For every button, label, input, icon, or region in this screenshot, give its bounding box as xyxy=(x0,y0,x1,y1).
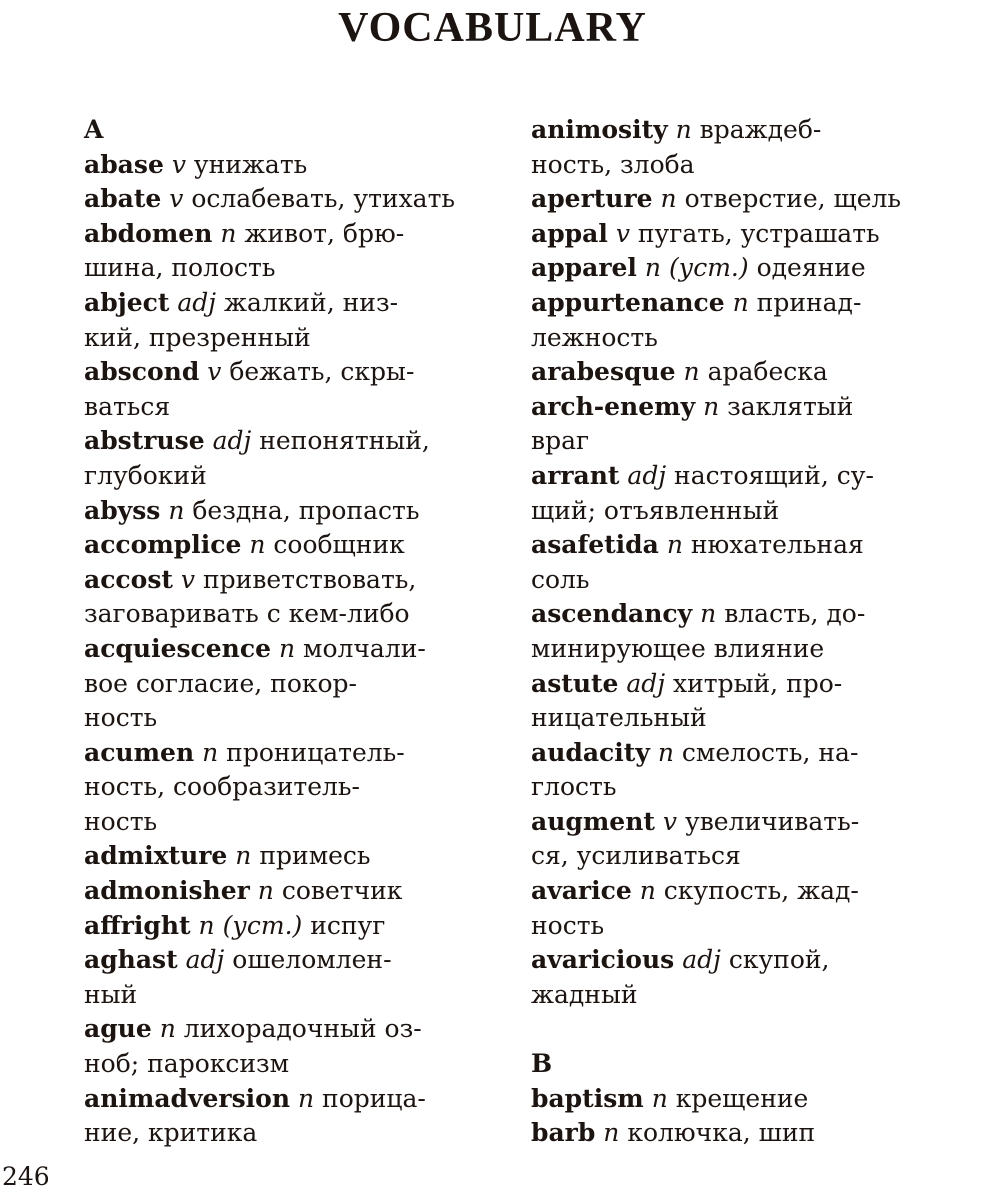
part-of-speech: adj xyxy=(626,668,666,698)
entry-line xyxy=(531,1116,951,1151)
part-of-speech: adj xyxy=(212,426,252,456)
entry-line xyxy=(84,736,504,771)
headword: admonisher xyxy=(84,876,250,906)
headword: barb xyxy=(531,1118,596,1148)
headword: abase xyxy=(84,149,164,179)
vocabulary-entry xyxy=(531,1082,951,1117)
headword: ascendancy xyxy=(531,599,693,629)
vocabulary-entry xyxy=(531,113,951,182)
entry-line xyxy=(531,251,951,286)
headword: acumen xyxy=(84,737,195,767)
entry-line xyxy=(84,943,504,978)
section-letter-b: B xyxy=(531,1049,553,1079)
vocabulary-entry xyxy=(84,563,504,632)
translation-text: принад- xyxy=(756,287,862,317)
entry-line xyxy=(84,632,504,667)
headword: abyss xyxy=(84,495,161,525)
part-of-speech: n xyxy=(700,599,717,629)
entry-list xyxy=(84,148,504,1151)
entry-line xyxy=(531,424,951,459)
part-of-speech: v xyxy=(615,218,630,248)
entry-line xyxy=(531,978,951,1013)
translation-text: жалкий, низ- xyxy=(223,287,399,317)
part-of-speech: n xyxy=(732,287,749,317)
translation-text: смелость, на- xyxy=(681,737,859,767)
entry-line xyxy=(84,424,504,459)
translation-text: ся, усиливаться xyxy=(531,841,741,871)
part-of-speech: n xyxy=(220,218,237,248)
headword: admixture xyxy=(84,841,228,871)
usage-note: (уст.) xyxy=(668,253,749,283)
entry-line xyxy=(531,182,951,217)
headword: ague xyxy=(84,1014,152,1044)
translation-text: ность xyxy=(84,806,158,836)
entry-line xyxy=(84,701,504,736)
translation-text: одеяние xyxy=(756,253,866,283)
translation-text: ность, злоба xyxy=(531,149,695,179)
translation-text: ный xyxy=(84,979,138,1009)
entry-line xyxy=(84,494,504,529)
part-of-speech: n xyxy=(657,737,674,767)
vocabulary-entry xyxy=(84,1012,504,1081)
translation-text: заклятый xyxy=(727,391,854,421)
entry-line xyxy=(531,874,951,909)
entry-line xyxy=(531,390,951,425)
entry-line xyxy=(84,805,504,840)
entry-line xyxy=(84,667,504,702)
headword: baptism xyxy=(531,1083,644,1113)
part-of-speech: adj xyxy=(177,287,217,317)
vocabulary-entry xyxy=(84,494,504,529)
entry-line xyxy=(84,355,504,390)
vocabulary-entry xyxy=(84,286,504,355)
translation-text: ваться xyxy=(84,391,171,421)
translation-text: живот, брю- xyxy=(244,218,405,248)
translation-text: пугать, устрашать xyxy=(637,218,880,248)
vocabulary-entry xyxy=(531,528,951,597)
entry-line xyxy=(84,321,504,356)
vocabulary-entry xyxy=(84,528,504,563)
part-of-speech: v xyxy=(662,806,678,836)
entry-line xyxy=(531,494,951,529)
vocabulary-entry xyxy=(531,1116,951,1151)
translation-text: ность xyxy=(84,703,158,733)
vocabulary-entry xyxy=(531,217,951,252)
part-of-speech: n xyxy=(278,633,296,663)
entry-line xyxy=(84,459,504,494)
part-of-speech: n xyxy=(651,1083,668,1113)
entry-line xyxy=(531,943,951,978)
translation-text: увеличивать- xyxy=(684,806,860,836)
translation-text: бежать, скры- xyxy=(229,357,415,387)
vocabulary-entry xyxy=(531,182,951,217)
entry-list xyxy=(531,113,951,1012)
translation-text: испуг xyxy=(310,910,386,940)
page-title: VOCABULARY xyxy=(338,5,647,51)
part-of-speech: adj xyxy=(682,945,721,975)
entry-line xyxy=(531,321,951,356)
entry-line xyxy=(84,1012,504,1047)
entry-line xyxy=(531,563,951,598)
usage-note: (уст.) xyxy=(222,910,303,940)
entry-line xyxy=(531,632,951,667)
headword: apparel xyxy=(531,253,637,283)
translation-text: шина, полость xyxy=(84,253,276,283)
headword: affright xyxy=(84,910,191,940)
headword: appurtenance xyxy=(531,287,725,317)
entry-line xyxy=(531,736,951,771)
part-of-speech: n xyxy=(703,391,720,421)
translation-text: ние, критика xyxy=(84,1118,258,1148)
entry-line xyxy=(84,978,504,1013)
vocabulary-entry xyxy=(84,943,504,1012)
translation-text: сообщник xyxy=(273,530,405,560)
entry-line xyxy=(531,597,951,632)
page-number: 246 xyxy=(2,1162,50,1191)
vocabulary-entry xyxy=(84,874,504,909)
translation-text: ность xyxy=(531,910,605,940)
vocabulary-entry xyxy=(531,943,951,1012)
part-of-speech: n xyxy=(666,530,683,560)
translation-text: враг xyxy=(531,426,590,456)
entry-line xyxy=(84,1047,504,1082)
translation-text: арабеска xyxy=(707,357,828,387)
translation-text: лихорадочный оз- xyxy=(183,1014,422,1044)
headword: arrant xyxy=(531,460,620,490)
headword: accomplice xyxy=(84,530,242,560)
translation-text: настоящий, су- xyxy=(674,460,874,490)
part-of-speech: v xyxy=(180,564,196,594)
translation-text: скупой, xyxy=(728,945,830,975)
entry-line xyxy=(84,874,504,909)
translation-text: глость xyxy=(531,772,617,802)
part-of-speech: n xyxy=(159,1014,176,1044)
translation-text: отверстие, щель xyxy=(684,184,902,214)
entry-line xyxy=(84,1082,504,1117)
vocabulary-entry xyxy=(531,667,951,736)
entry-line xyxy=(84,563,504,598)
part-of-speech: n xyxy=(644,253,661,283)
entry-line xyxy=(531,113,951,148)
entry-line xyxy=(84,597,504,632)
translation-text: вое согласие, покор- xyxy=(84,668,357,698)
headword: aghast xyxy=(84,945,178,975)
headword: abstruse xyxy=(84,426,205,456)
entry-line xyxy=(84,217,504,252)
translation-text: хитрый, про- xyxy=(673,668,843,698)
part-of-speech: n xyxy=(198,910,215,940)
entry-line xyxy=(531,667,951,702)
translation-text: глубокий xyxy=(84,460,207,490)
vocabulary-entry xyxy=(531,390,951,459)
translation-text: ошеломлен- xyxy=(232,945,392,975)
translation-text: крещение xyxy=(675,1083,809,1113)
headword: abdomen xyxy=(84,218,213,248)
headword: appal xyxy=(531,218,608,248)
translation-text: соль xyxy=(531,564,590,594)
vocabulary-entry xyxy=(84,839,504,874)
entry-line xyxy=(531,217,951,252)
part-of-speech: n xyxy=(660,184,677,214)
translation-text: порица- xyxy=(322,1083,426,1113)
vocabulary-entry xyxy=(531,874,951,943)
translation-text: унижать xyxy=(193,149,308,179)
entry-line xyxy=(531,148,951,183)
headword: arabesque xyxy=(531,357,676,387)
translation-text: приветствовать, xyxy=(202,564,417,594)
part-of-speech: n xyxy=(639,876,656,906)
part-of-speech: n xyxy=(235,841,252,871)
part-of-speech: n xyxy=(202,737,219,767)
translation-text: проницатель- xyxy=(226,737,405,767)
translation-text: молчали- xyxy=(303,633,426,663)
headword: animadversion xyxy=(84,1083,291,1113)
entry-line xyxy=(531,770,951,805)
vocabulary-entry xyxy=(531,355,951,390)
entry-line xyxy=(531,528,951,563)
part-of-speech: v xyxy=(171,149,186,179)
translation-text: бездна, пропасть xyxy=(192,495,420,525)
translation-text: ноб; пароксизм xyxy=(84,1049,290,1079)
translation-text: заговаривать с кем-либо xyxy=(84,599,410,629)
headword: acquiescence xyxy=(84,633,271,663)
translation-text: скупость, жад- xyxy=(663,876,859,906)
vocabulary-entry xyxy=(531,805,951,874)
vocabulary-entry xyxy=(84,736,504,840)
right-column xyxy=(531,113,951,1151)
section-letter-a: A xyxy=(84,115,104,144)
part-of-speech: n xyxy=(675,115,692,144)
headword: arch-enemy xyxy=(531,391,696,421)
entry-line xyxy=(84,839,504,874)
entry-line xyxy=(531,355,951,390)
translation-text: жадный xyxy=(531,979,638,1009)
entry-line xyxy=(531,701,951,736)
part-of-speech: v xyxy=(207,357,222,387)
vocabulary-entry xyxy=(84,217,504,286)
translation-text: непонятный, xyxy=(259,426,430,456)
part-of-speech: n xyxy=(249,530,266,560)
vocabulary-entry xyxy=(84,1082,504,1151)
entry-line xyxy=(531,1082,951,1117)
entry-line xyxy=(531,909,951,944)
entry-line xyxy=(531,805,951,840)
left-column xyxy=(84,113,504,1151)
vocabulary-entry xyxy=(531,736,951,805)
headword: augment xyxy=(531,806,655,836)
entry-list xyxy=(531,1082,951,1151)
translation-text: колючка, шип xyxy=(627,1118,816,1148)
headword: asafetida xyxy=(531,530,659,560)
vocabulary-entry xyxy=(531,286,951,355)
translation-text: советчик xyxy=(281,876,403,906)
translation-text: ослабевать, утихать xyxy=(191,184,456,214)
headword: accost xyxy=(84,564,173,594)
translation-text: нюхательная xyxy=(690,530,864,560)
headword: abscond xyxy=(84,357,200,387)
headword: avarice xyxy=(531,876,632,906)
vocabulary-entry xyxy=(84,355,504,424)
entry-line xyxy=(84,182,504,217)
vocabulary-entry xyxy=(531,597,951,666)
entry-line xyxy=(84,909,504,944)
part-of-speech: n xyxy=(603,1118,620,1148)
entry-line xyxy=(84,251,504,286)
entry-line xyxy=(531,286,951,321)
translation-text: ность, сообразитель- xyxy=(84,772,360,802)
part-of-speech: adj xyxy=(627,460,667,490)
part-of-speech: n xyxy=(168,495,185,525)
part-of-speech: adj xyxy=(185,945,225,975)
entry-line xyxy=(84,528,504,563)
entry-line xyxy=(84,1116,504,1151)
vocabulary-entry xyxy=(84,182,504,217)
vocabulary-entry xyxy=(531,251,951,286)
entry-line xyxy=(531,839,951,874)
headword: animosity xyxy=(531,115,668,144)
translation-text: кий, презренный xyxy=(84,322,311,352)
part-of-speech: v xyxy=(169,184,184,214)
translation-text: враждеб- xyxy=(699,115,822,144)
translation-text: щий; отъявленный xyxy=(531,495,780,525)
headword: astute xyxy=(531,668,619,698)
translation-text: лежность xyxy=(531,322,658,352)
entry-line xyxy=(531,459,951,494)
headword: abject xyxy=(84,287,170,317)
entry-line xyxy=(84,390,504,425)
entry-line xyxy=(84,148,504,183)
vocabulary-entry xyxy=(84,148,504,183)
vocabulary-entry xyxy=(531,459,951,528)
translation-text: власть, до- xyxy=(724,599,866,629)
translation-text: примесь xyxy=(259,841,371,871)
part-of-speech: n xyxy=(257,876,274,906)
part-of-speech: n xyxy=(683,357,700,387)
translation-text: минирующее влияние xyxy=(531,633,825,663)
vocabulary-entry xyxy=(84,632,504,736)
headword: avaricious xyxy=(531,945,675,975)
entry-line xyxy=(84,286,504,321)
vocabulary-entry xyxy=(84,424,504,493)
part-of-speech: n xyxy=(297,1083,315,1113)
headword: aperture xyxy=(531,184,653,214)
vocabulary-entry xyxy=(84,909,504,944)
translation-text: ницательный xyxy=(531,703,707,733)
headword: abate xyxy=(84,184,162,214)
entry-line xyxy=(84,770,504,805)
headword: audacity xyxy=(531,737,650,767)
